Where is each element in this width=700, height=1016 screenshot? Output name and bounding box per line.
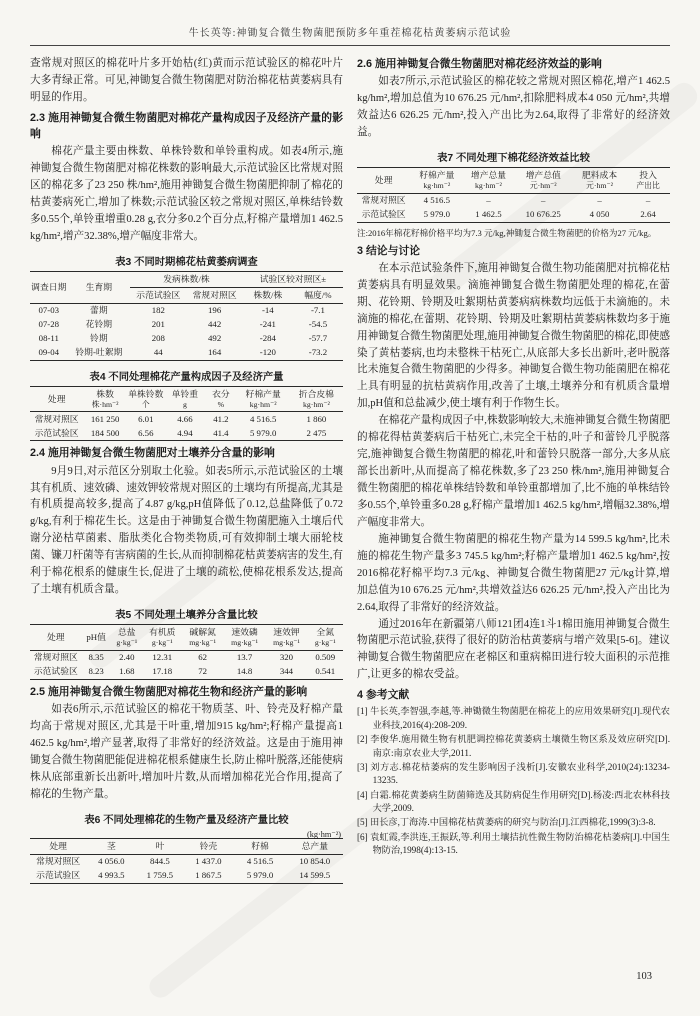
cell: 6.01 <box>138 413 154 424</box>
col-label: 总产量 <box>301 840 329 851</box>
col-unit: kg·hm⁻² <box>475 180 502 190</box>
table-row <box>30 650 343 664</box>
cell: 5 979.0 <box>423 209 450 220</box>
table3-sub-control: 常规对照区 <box>192 289 237 300</box>
section-heading-2-4: 2.4 施用神锄复合微生物菌肥对土壤养分含量的影响 <box>30 447 275 460</box>
col-unit: g·kg⁻¹ <box>116 638 138 648</box>
cell: 4 516.5 <box>423 195 450 206</box>
cell: 常规对照区 <box>34 413 79 424</box>
cell: 196 <box>208 305 222 316</box>
col-label: 茎 <box>106 840 116 851</box>
paragraph: 9月9日,对示范区分别取土化验。如表5所示,示范试验区的土壤其有机质、速效磷、速效钾较常规对照区的土壤均有所提高,尤其是有机质提高较多,提高了4.87 g/kg,pH值降低了0.12,总盐降低了0.72 g/kg,有利于棉花生长。这是由于神锄复合微生物菌肥施入土壤后代谢分泌枯草菌素、脂肽类化合物类物质,可有效抑制土壤大丽轮枝菌、镰刀杆菌等有害病菌的生长,从而抑制棉花枯黄萎病害的发生,有利于棉花根系的健康生长,促进了土壤的疏松,使棉花根系发达,提高了土壤有机质含量。 <box>30 465 343 596</box>
col-label: 籽棉 <box>251 840 269 851</box>
cell: 13.7 <box>236 652 253 663</box>
cell: 44 <box>153 347 163 358</box>
paragraph: 如表7所示,示范试验区的棉花较之常规对照区棉花,增产1 462.5 kg/hm²,增加总值为10 676.25 元/hm²,扣除肥料成本4 050 元/hm²,共增效益达6 626.25 元/hm²,投入产出比为2.64,取得了非常好的经济效益。 <box>357 76 670 138</box>
col-unit: kg·hm⁻² <box>249 399 277 409</box>
table7-note: 注:2016年棉花籽棉价格平均为7.3 元/kg,神锄复合微生物菌肥的价格为27 元/kg。 <box>357 227 657 238</box>
table6-unit-note: (kg·hm⁻²) <box>306 829 341 839</box>
col-unit: g·kg⁻¹ <box>314 638 336 648</box>
cell: 1 867.5 <box>195 870 222 881</box>
table-row <box>30 346 343 360</box>
table-row <box>30 318 343 332</box>
running-header: 牛长英等:神锄复合微生物菌肥预防多年重茬棉花枯黄萎病示范试验 <box>188 28 512 39</box>
col-label: 处理 <box>49 840 67 851</box>
table3-sub-demo: 示范试验区 <box>136 289 181 300</box>
table-row <box>30 854 343 868</box>
cell: 2 475 <box>306 427 327 438</box>
table5-title: 表5 不同处理土壤养分含量比较 <box>115 610 258 622</box>
col-unit: % <box>217 399 225 409</box>
table-row <box>30 332 343 346</box>
table-row <box>357 193 670 207</box>
paragraph: 棉花产量主要由株数、单株铃数和单铃重构成。如表4所示,施神锄复合微生物菌肥对棉花株数的影响最大,示范试验区比常规对照区的棉花多了23 250 株/hm²,施用神锄复合微生物菌肥抑制了棉花的枯黄萎病死亡,增加了株数;示范试验区较之常规对照区,单株结铃数多0.55个,单铃重增重0.28 g,衣分多0.2个百分点,籽棉产量增加1 462.5 kg/hm²,增产32.38%,增产幅度非常大。 <box>30 146 343 242</box>
cell: 1 860 <box>306 413 327 424</box>
table7 <box>357 167 670 223</box>
table-row <box>30 426 343 440</box>
cell: 6.56 <box>138 427 154 438</box>
cell: 花铃期 <box>85 319 113 330</box>
col-unit: kg·hm⁻² <box>302 399 330 409</box>
cell: -14 <box>261 305 274 316</box>
section-heading-2-6: 2.6 施用神锄复合微生物菌肥对棉花经济效益的影响 <box>357 58 602 70</box>
col-label: 碱解氮 <box>189 627 216 638</box>
paragraph: 如表6所示,示范试验区的棉花干物质茎、叶、铃壳及籽棉产量均高于常规对照区,尤其是干叶重,增加915 kg/hm²;籽棉产量提高1 462.5 kg/hm²,增产显著,取得了非常好的经济效益。这是由于施用神锄复合微生物菌肥能促进棉花根系健康生长,防止棉叶脱落,还能使病株从底部重新长出新叶,增加叶片数,从而增加棉花光合作用,提高了棉花的生物产量。 <box>30 703 343 800</box>
col-unit: 株·hm⁻² <box>91 399 119 409</box>
cell: 8.23 <box>88 666 104 677</box>
col-unit: kg·hm⁻² <box>423 180 451 190</box>
cell: 208 <box>151 333 165 344</box>
table-row <box>30 869 343 883</box>
col-label: pH值 <box>86 631 106 642</box>
table6-title: 表6 不同处理棉花的生物产量及经济产量比较 <box>84 814 289 826</box>
col-label: 单株铃数 <box>128 388 164 399</box>
col-label: 株数 <box>96 388 114 399</box>
col-unit: 产出比 <box>636 180 660 190</box>
col-unit: mg·kg⁻¹ <box>273 638 300 648</box>
table-row <box>30 665 343 679</box>
col-unit: mg·kg⁻¹ <box>231 638 258 648</box>
table4 <box>30 386 343 442</box>
cell: 1 437.0 <box>195 856 222 867</box>
cell: 示范试验区 <box>33 666 78 677</box>
table3-sub-plants: 株数/株 <box>253 289 283 300</box>
left-column <box>30 56 343 888</box>
cell: 844.5 <box>149 856 170 867</box>
cell: 示范试验区 <box>34 427 79 438</box>
col-label: 单铃重 <box>171 388 199 399</box>
col-label: 处理 <box>374 174 393 185</box>
cell: 344 <box>279 666 294 677</box>
cell: 4.66 <box>177 413 193 424</box>
paragraph: 在本示范试验条件下,施用神锄复合微生物功能菌肥对抗棉花枯黄萎病具有明显效果。滴施神锄复合微生物菌肥处理的棉花,在蕾期、花铃期、铃期及吐絮期枯黄萎病病株数均远低于未滴施的。未滴施的棉花,在蕾期、花铃期、铃期及吐絮期枯黄萎病株数均多于施用神锄复合微生物菌肥处理,施用神锄复合微生物菌肥的棉花,即使感染了黄枯萎病,也均未整株干枯死亡,从底部大多长出新叶,老叶脱落比未施复合微生物菌肥的少得多。神锄复合微生物功能菌肥在棉花上具有明显的抗枯黄病作用,改善了土壤,土壤养分和有机质含量增加,pH值和总盐减少,使土壤有利于作物生长。 <box>357 262 670 410</box>
cell: 09-04 <box>38 347 60 358</box>
cell: 08-11 <box>38 333 59 344</box>
cell: 442 <box>208 319 222 330</box>
cell: 4 516.5 <box>246 856 274 867</box>
table3-group-diff: 试验区较对照区± <box>243 271 343 287</box>
col-label: 处理 <box>47 393 66 404</box>
cell: – <box>597 195 602 206</box>
cell: – <box>486 195 491 206</box>
col-label: 投入 <box>639 169 657 180</box>
paragraph: 通过2016年在新疆第八师121团4连1斗1棉田施用神锄复合微生物菌肥示范试验,获得了很好的防治枯黄萎病与增产效果[5-6]。建议神锄复合微生物菌肥应在老棉区和重病棉田进行较大面积的示范推广,让更多的棉农受益。 <box>357 618 670 681</box>
table5 <box>30 624 343 680</box>
paragraph: 在棉花产量构成因子中,株数影响较大,未施神锄复合微生物菌肥的棉花得枯黄萎病后干枯死亡,未完全干枯的,叶子和蕾铃几乎脱落完,施神锄复合微生物菌肥的棉花,叶和蕾铃只脱落一部分,大多从底部长出新叶,从而提高了棉花株数,多了23 250 株/hm²,施用神锄复合微生物菌肥的棉花单株结铃数和单铃重都增加了,比不施的单株结铃多0.55个,单铃重多0.28 g,籽棉产量增加1 462.5 kg/hm²,增幅32.38%,增产幅度非常大。 <box>357 415 670 528</box>
cell: 10 854.0 <box>299 856 331 867</box>
cell: 常规对照区 <box>33 652 78 663</box>
cell: 2.40 <box>119 652 135 663</box>
right-column <box>357 56 670 888</box>
table3-col-date: 调查日期 <box>31 281 67 292</box>
cell: 示范试验区 <box>36 870 81 881</box>
col-unit: mg·kg⁻¹ <box>189 638 216 648</box>
col-label: 籽棉产量 <box>245 388 281 399</box>
cell: 10 676.25 <box>525 209 561 220</box>
col-unit: 个 <box>141 399 150 409</box>
reference-item: [3] 刘方志.棉花枯萎病的发生影响因子浅析[J].安徽农业科学,2010(24):13234-13235. <box>357 761 670 786</box>
cell: 4 516.5 <box>249 413 277 424</box>
cell: 4 050 <box>589 209 610 220</box>
cell: 161 250 <box>90 413 120 424</box>
cell: 41.2 <box>213 413 229 424</box>
cell: 12.31 <box>152 652 173 663</box>
cell: 182 <box>151 305 165 316</box>
section-heading-2-5: 2.5 施用神锄复合微生物菌肥对棉花生物和经济产量的影响 <box>30 685 308 698</box>
cell: 蕾期 <box>90 305 108 316</box>
col-label: 叶 <box>155 840 165 851</box>
reference-item: [1] 牛长英,李智强,李越,等.神锄微生物菌肥在棉花上的应用效果研究[J].现代农业科技,2016(4):208-209. <box>357 706 670 730</box>
col-label: 处理 <box>47 631 65 642</box>
page-number: 103 <box>636 971 652 982</box>
table3-group-diseased: 发病株数/株 <box>130 271 243 287</box>
cell: 201 <box>151 319 165 330</box>
col-label: 增产总量 <box>470 169 507 180</box>
cell: 0.541 <box>315 666 336 677</box>
table3 <box>30 271 343 361</box>
table3-sub-range: 幅度/% <box>304 289 332 300</box>
cell: 4.94 <box>177 427 193 438</box>
section-heading-4: 4 参考文献 <box>357 689 410 702</box>
cell: 07-03 <box>38 305 60 316</box>
table-row <box>30 303 343 317</box>
col-label: 速效钾 <box>273 627 300 638</box>
col-unit: 元·hm⁻² <box>586 180 613 190</box>
table6 <box>30 838 343 884</box>
table3-col-stage: 生育期 <box>85 281 113 292</box>
col-unit: 元·hm⁻² <box>529 180 557 190</box>
reference-list <box>357 705 670 857</box>
reference-item: [5] 田长彦,丁海涛.中国棉花枯黄萎病的研究与防治[J].江西棉花,1999(3):3-8. <box>357 817 656 828</box>
cell: 14 599.5 <box>299 870 331 881</box>
col-label: 籽棉产量 <box>419 169 455 180</box>
cell: 5 979.0 <box>249 427 277 438</box>
cell: – <box>645 195 651 206</box>
col-label: 肥料成本 <box>581 169 618 180</box>
cell: 1.68 <box>119 666 135 677</box>
cell: -120 <box>259 347 276 358</box>
cell: 14.8 <box>236 666 253 677</box>
col-label: 全氮 <box>316 627 335 638</box>
section-heading-3: 3 结论与讨论 <box>357 244 420 257</box>
cell: 72 <box>198 666 207 677</box>
cell: 62 <box>198 652 207 663</box>
cell: -284 <box>259 333 276 344</box>
reference-item: [4] 白霜.棉花黄萎病生防菌筛选及其防病促生作用研究[D].杨凌:西北农林科技大学,2009. <box>357 789 670 813</box>
cell: 1 462.5 <box>475 209 502 220</box>
cell: 41.4 <box>213 427 229 438</box>
cell: 铃期 <box>90 333 108 344</box>
cell: 320 <box>279 652 294 663</box>
cell: 2.64 <box>640 209 656 220</box>
col-label: 增产总值 <box>525 169 561 180</box>
cell: 常规对照区 <box>36 856 81 867</box>
cell: 492 <box>208 333 222 344</box>
paragraph: 施神锄复合微生物菌肥的棉花生物产量为14 599.5 kg/hm²,比未施的棉花生物产量多3 745.5 kg/hm²;籽棉产量增加1 462.5 kg/hm²,按2016棉花籽棉平均7.3 元/kg、神锄复合微生物菌肥27 元/kg计算,增加总值为10 676.25 元/hm²,共增效益达6 626.25 元/hm²,投入产出比为2.64,取得了非常好的经济效益。 <box>357 533 670 613</box>
reference-item: [6] 袁虹霞,李洪连,王振跃,等.利用土壤拮抗性微生物防治棉花枯萎病[J].中国生物防治,1998(4):13-15. <box>357 831 670 855</box>
section-heading-2-3: 2.3 施用神锄复合微生物菌肥对棉花产量构成因子及经济产量的影响 <box>30 111 343 140</box>
cell: 示范试验区 <box>361 209 406 220</box>
cell: 4 056.0 <box>98 856 125 867</box>
two-column-body <box>0 46 700 888</box>
cell: – <box>541 195 546 206</box>
cell: 17.18 <box>152 666 173 677</box>
cell: 184 500 <box>90 427 120 438</box>
table3-title: 表3 不同时期棉花枯黄萎病调查 <box>115 256 258 268</box>
cell: 0.509 <box>315 652 336 663</box>
cell: -73.2 <box>308 347 328 358</box>
table7-title: 表7 不同处理下棉花经济效益比较 <box>437 152 590 164</box>
table-row <box>357 208 670 222</box>
col-unit: g <box>182 399 187 409</box>
cell: -54.5 <box>308 319 328 330</box>
cell: 常规对照区 <box>361 195 406 206</box>
reference-item: [2] 李俊华.施用微生物有机肥调控棉花黄萎病土壤微生物区系及效应研究[D].南京:南京农业大学,2011. <box>357 734 670 758</box>
cell: 4 993.5 <box>98 870 125 881</box>
table4-title: 表4 不同处理棉花产量构成因子及经济产量 <box>89 371 284 383</box>
cell: 8.35 <box>88 652 104 663</box>
col-label: 铃壳 <box>199 840 218 851</box>
paragraph: 查常规对照区的棉花叶片多开始枯(红)黄而示范试验区的棉花叶片大多青绿正常。可见,神锄复合微生物菌肥对防治棉花枯黄萎病具有明显的作用。 <box>30 58 343 103</box>
col-label: 有机质 <box>149 627 176 638</box>
cell: -7.1 <box>310 305 325 316</box>
cell: -57.7 <box>308 333 328 344</box>
cell: -241 <box>259 319 276 330</box>
col-unit: g·kg⁻¹ <box>151 638 173 648</box>
cell: 5 979.0 <box>246 870 274 881</box>
cell: 1 759.5 <box>146 870 174 881</box>
cell: 铃期-吐絮期 <box>75 347 123 358</box>
cell: 164 <box>208 347 222 358</box>
cell: 07-28 <box>38 319 60 330</box>
col-label: 衣分 <box>212 388 230 399</box>
col-label: 速效磷 <box>231 627 258 638</box>
col-label: 总盐 <box>117 627 136 638</box>
table-row <box>30 412 343 426</box>
col-label: 折合皮棉 <box>298 388 334 399</box>
